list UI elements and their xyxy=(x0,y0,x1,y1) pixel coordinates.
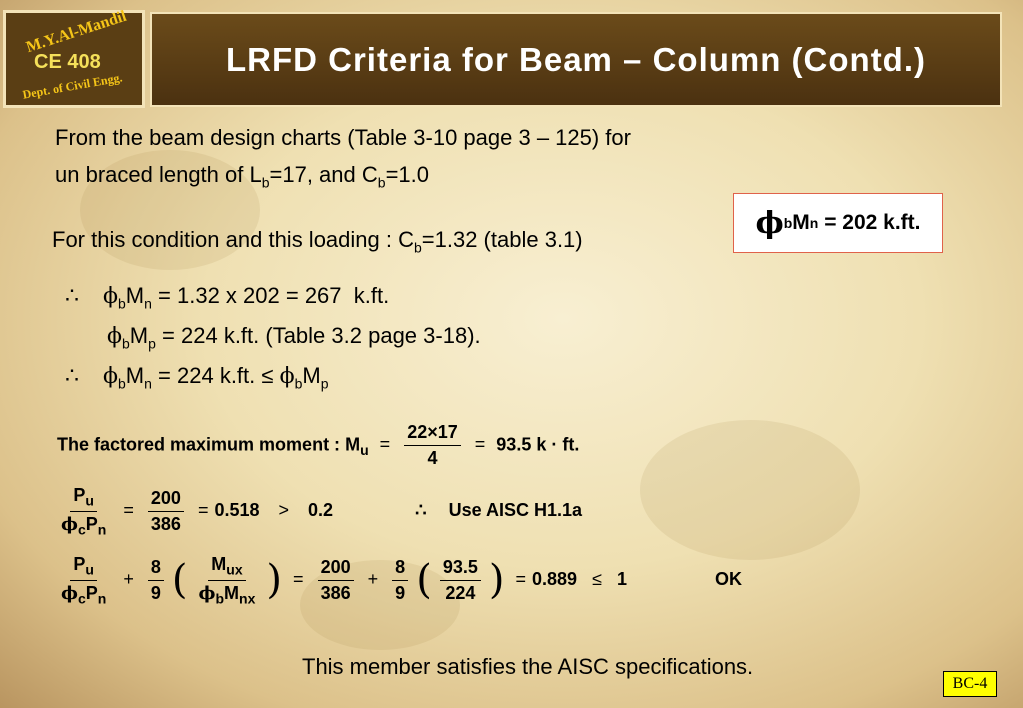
moment-result: 93.5 k · ft. xyxy=(496,434,580,455)
text-line-3 xyxy=(52,227,583,255)
denominator: 9 xyxy=(150,582,161,603)
fraction xyxy=(404,422,461,469)
plus-sign: + xyxy=(367,568,379,589)
slide-title: LRFD Criteria for Beam – Column (Contd.) xyxy=(225,40,927,78)
fraction xyxy=(196,554,259,606)
denominator xyxy=(196,581,259,607)
subscript: b xyxy=(294,375,303,392)
ok-label: OK xyxy=(715,568,743,589)
fraction xyxy=(58,554,109,606)
subscript: n xyxy=(809,215,819,231)
numerator: 8 xyxy=(392,557,408,581)
right-parenthesis: ) xyxy=(488,557,505,604)
subscript: b xyxy=(377,174,386,191)
text-fragment: M xyxy=(792,211,810,234)
moment-label: The factored maximum moment : xyxy=(57,434,341,455)
equals-sign: = xyxy=(123,499,134,520)
design-provision: Use AISC H1.1a xyxy=(448,499,582,520)
background-stain xyxy=(640,420,860,560)
subscript: b xyxy=(122,335,130,352)
text-fragment: P xyxy=(73,485,86,505)
slide-number-badge: BC-4 xyxy=(943,671,997,697)
text-fragment: =1.0 xyxy=(385,162,429,187)
text-line-2 xyxy=(55,162,429,190)
subscript: u xyxy=(360,441,369,458)
text-fragment: = 224 k.ft. (Table 3.2 page 3-18). xyxy=(155,323,481,348)
subscript: nx xyxy=(239,590,256,607)
phi-symbol: ϕ xyxy=(61,582,78,604)
subscript: b xyxy=(118,375,126,392)
moment-capacity-box xyxy=(733,193,943,253)
subscript: b xyxy=(215,590,225,607)
subscript: ux xyxy=(226,561,243,578)
text-line-1: From the beam design charts (Table 3-10 page 3 – 125) for xyxy=(55,125,631,150)
subscript: c xyxy=(77,521,86,538)
text-fragment: P xyxy=(85,582,98,603)
subscript: b xyxy=(783,215,793,231)
denominator: 224 xyxy=(445,582,476,603)
text-fragment: =1.32 (table 3.1) xyxy=(421,227,583,252)
fraction xyxy=(392,557,408,604)
denominator xyxy=(58,581,109,607)
fraction xyxy=(440,557,481,604)
denominator xyxy=(58,512,109,538)
logo-department: Dept. of Civil Engg. xyxy=(21,70,124,102)
equation-axial-ratio xyxy=(55,485,582,537)
phi-symbol: ϕ xyxy=(107,324,122,349)
subscript: p xyxy=(148,335,156,352)
phi-symbol: ϕ xyxy=(198,582,216,604)
interaction-limit: 1 xyxy=(616,568,627,589)
equation-interaction xyxy=(55,554,742,606)
interaction-result: 0.889 xyxy=(532,568,578,589)
denominator: 386 xyxy=(150,513,181,534)
subscript: n xyxy=(97,590,107,607)
numerator: 8 xyxy=(148,557,164,581)
numerator: 200 xyxy=(148,488,184,512)
logo-author: M.Y.Al-Mandil xyxy=(24,7,129,57)
subscript: b xyxy=(118,295,126,312)
text-fragment: un braced length of L xyxy=(55,162,262,187)
denominator: 9 xyxy=(395,582,406,603)
equals-sign: = xyxy=(197,499,209,520)
equals-sign: = xyxy=(474,434,486,455)
conclusion-text: This member satisfies the AISC specifications. xyxy=(302,654,754,679)
phi-symbol: ϕ xyxy=(103,364,118,389)
text-fragment: M xyxy=(345,434,361,455)
ratio-result: 0.518 xyxy=(214,499,260,520)
equation-moment xyxy=(57,422,579,469)
text-fragment: =17, and C xyxy=(269,162,378,187)
text-line-4 xyxy=(65,283,389,311)
denominator: 386 xyxy=(320,582,351,603)
fraction xyxy=(148,488,184,535)
title-bar xyxy=(150,12,1002,107)
numerator: 22×17 xyxy=(404,422,461,446)
denominator: 4 xyxy=(427,448,438,468)
text-fragment: M xyxy=(129,323,149,348)
text-line-5 xyxy=(107,323,481,351)
subscript: b xyxy=(413,239,422,256)
subscript: b xyxy=(261,174,270,191)
subscript: p xyxy=(320,375,329,392)
numerator xyxy=(70,485,97,512)
right-parenthesis: ) xyxy=(266,557,283,604)
greater-than-sign: > xyxy=(278,499,290,520)
therefore-symbol: ∴ xyxy=(415,499,427,520)
numerator: 93.5 xyxy=(440,557,481,581)
numerator: 200 xyxy=(318,557,354,581)
course-logo xyxy=(3,7,145,108)
text-fragment: = 202 k.ft. xyxy=(818,211,921,234)
text-fragment: P xyxy=(85,513,98,534)
phi-symbol: ϕ xyxy=(755,205,784,241)
numerator xyxy=(70,554,97,581)
subscript: n xyxy=(144,295,152,312)
therefore-symbol: ∴ xyxy=(65,363,79,388)
equals-sign: = xyxy=(293,568,304,589)
text-fragment: M xyxy=(302,363,321,388)
logo-course: CE 408 xyxy=(34,51,101,73)
subscript: u xyxy=(85,561,94,578)
equals-sign: = xyxy=(515,568,527,589)
numerator xyxy=(208,554,245,581)
text-line-6 xyxy=(65,363,328,391)
text-fragment: For this condition and this loading : C xyxy=(52,227,414,252)
left-parenthesis: ( xyxy=(171,557,188,604)
subscript: n xyxy=(144,375,152,392)
fraction xyxy=(318,557,354,604)
text-fragment: M xyxy=(224,582,240,603)
phi-symbol: ϕ xyxy=(61,513,78,535)
text-fragment: M xyxy=(211,554,227,574)
therefore-symbol: ∴ xyxy=(65,283,79,308)
subscript: n xyxy=(97,521,107,538)
subscript: c xyxy=(77,590,86,607)
phi-symbol: ϕ xyxy=(279,364,295,389)
text-fragment: P xyxy=(73,554,86,574)
fraction xyxy=(148,557,164,604)
left-parenthesis: ( xyxy=(416,557,432,604)
text-fragment: M xyxy=(125,283,145,308)
text-fragment: M xyxy=(125,363,145,388)
text-fragment: = 1.32 x 202 = 267 k.ft. xyxy=(151,283,390,308)
subscript: u xyxy=(85,492,94,509)
plus-sign: + xyxy=(123,568,134,589)
phi-symbol: ϕ xyxy=(103,284,118,309)
ratio-limit: 0.2 xyxy=(308,499,334,520)
fraction xyxy=(58,485,109,537)
text-fragment: = 224 k.ft. ≤ xyxy=(151,363,280,388)
equals-sign: = xyxy=(379,434,391,455)
less-equal-sign: ≤ xyxy=(592,568,602,589)
